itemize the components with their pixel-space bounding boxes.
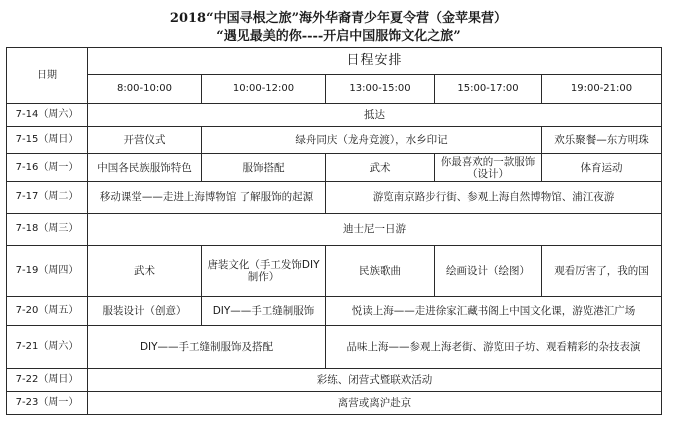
row-date: 7-14（周六）: [7, 104, 88, 127]
row-date: 7-17（周二）: [7, 182, 88, 213]
activity-cell: 武术: [88, 246, 202, 297]
table-row: [7, 127, 662, 154]
activity-cell: 绿舟同庆（龙舟竞渡），水乡印记: [202, 127, 542, 154]
activity-cell: 服装设计（创意）: [88, 296, 202, 325]
row-date: 7-16（周一）: [7, 154, 88, 182]
table-row: [7, 246, 662, 297]
time-slot-header: 8:00-10:00: [88, 75, 202, 104]
table-row: [7, 154, 662, 182]
schedule-header: 日程安排: [88, 48, 662, 75]
activity-cell: 民族歌曲: [326, 246, 435, 297]
activity-cell: 彩练、闭营式暨联欢活动: [88, 369, 662, 392]
title-line-2: “遇见最美的你----开启中国服饰文化之旅”: [216, 29, 461, 44]
time-slot-header: 13:00-15:00: [326, 75, 435, 104]
activity-cell: 离营或离沪赴京: [88, 392, 662, 415]
activity-cell: DIY——手工缝制服饰: [202, 296, 326, 325]
activity-cell: 游览南京路步行街、参观上海自然博物馆、浦江夜游: [326, 182, 662, 213]
activity-cell: 悦读上海——走进徐家汇藏书阁上中国文化课，游览港汇广场: [326, 296, 662, 325]
row-date: 7-23（周一）: [7, 392, 88, 415]
activity-cell: 武术: [326, 154, 435, 182]
table-row: [7, 182, 662, 213]
activity-cell: 开营仪式: [88, 127, 202, 154]
time-slot-row: [7, 75, 662, 104]
row-date: 7-22（周日）: [7, 369, 88, 392]
activity-cell: 抵达: [88, 104, 662, 127]
activity-cell: 欢乐聚餐—东方明珠: [542, 127, 662, 154]
activity-cell: 体育运动: [542, 154, 662, 182]
activity-cell: 中国各民族服饰特色: [88, 154, 202, 182]
table-row: [7, 296, 662, 325]
activity-cell: 迪士尼一日游: [88, 213, 662, 245]
activity-cell: 你最喜欢的一款服饰（设计）: [435, 154, 542, 182]
activity-cell: 绘画设计（绘图）: [435, 246, 542, 297]
row-date: 7-19（周四）: [7, 246, 88, 297]
activity-cell: 服饰搭配: [202, 154, 326, 182]
activity-cell: DIY——手工缝制服饰及搭配: [88, 326, 326, 369]
row-date: 7-20（周五）: [7, 296, 88, 325]
activity-cell: 品味上海——参观上海老街、游览田子坊、观看精彩的杂技表演: [326, 326, 662, 369]
table-row: [7, 104, 662, 127]
row-date: 7-18（周三）: [7, 213, 88, 245]
table-row: [7, 392, 662, 415]
schedule-table: [6, 47, 662, 415]
time-slot-header: 19:00-21:00: [542, 75, 662, 104]
row-date: 7-15（周日）: [7, 127, 88, 154]
activity-cell: 移动课堂——走进上海博物馆 了解服饰的起源: [88, 182, 326, 213]
activity-cell: 观看厉害了，我的国: [542, 246, 662, 297]
time-slot-header: 15:00-17:00: [435, 75, 542, 104]
table-row: [7, 326, 662, 369]
table-row: [7, 369, 662, 392]
table-row: [7, 213, 662, 245]
title-line-1: 2018“中国寻根之旅”海外华裔青少年夏令营（金苹果营）: [169, 11, 508, 26]
date-column-header: 日期: [7, 48, 88, 104]
row-date: 7-21（周六）: [7, 326, 88, 369]
time-slot-header: 10:00-12:00: [202, 75, 326, 104]
table-header-row: [7, 48, 662, 75]
activity-cell: 唐装文化（手工发饰DIY制作）: [202, 246, 326, 297]
